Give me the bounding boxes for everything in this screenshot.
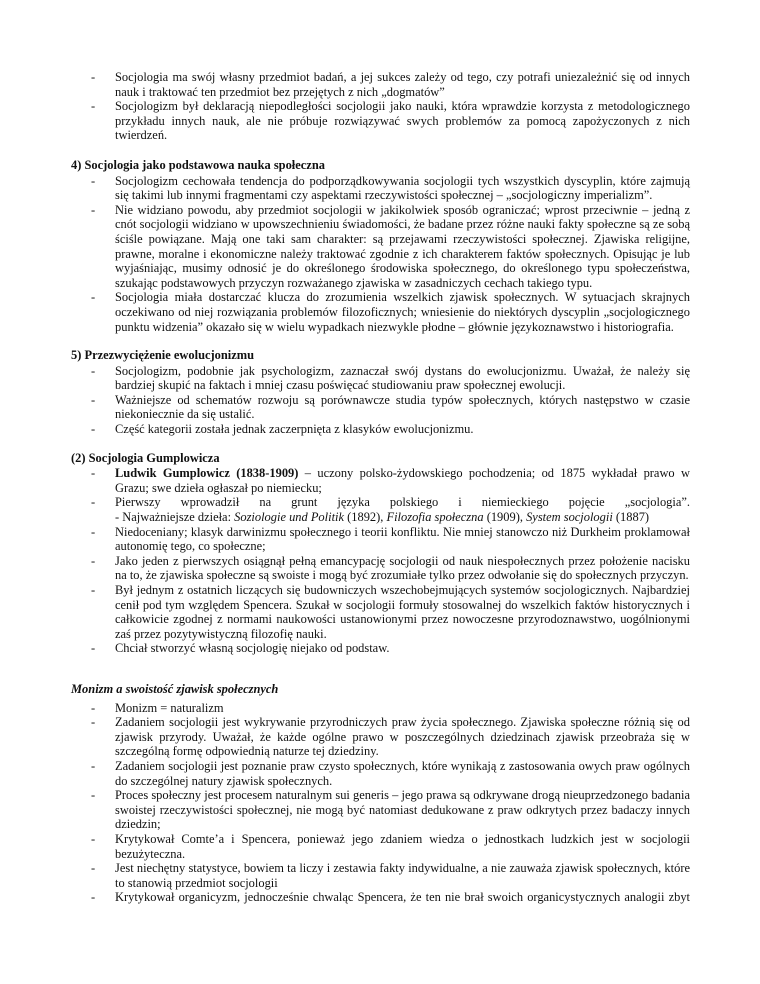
list-item: - Socjologia ma swój własny przedmiot badań, a jej sukces zależy od tego, czy potrafi uniezależnić się od innych nauk i traktować ten przedmiot bez przejętych z nich „dogmatów” [91,70,690,99]
list-item: - Socjologizm cechowała tendencja do podporządkowywania socjologii tych wszystkich dyscyplin, które zajmują się takimi lub innymi fragmentami czy aspektami rzeczywistości społecznej – „socjologiczny imperializm”. [91,173,690,203]
monizm-list [71,701,690,905]
list-item: - Chciał stworzyć własną socjologię niejako od podstaw. [91,641,390,656]
section-heading: 4) Socjologia jako podstawowa nauka społeczna [71,157,325,172]
section-heading: 5) Przezwyciężenie ewolucjonizmu [71,348,255,363]
list-item: - Część kategorii została jednak zaczerpnięta z klasyków ewolucjonizmu. [91,422,474,437]
intro-list [71,70,690,143]
list-item: - Pierwszy wprowadził na grunt języka polskiego i niemieckiego pojęcie „socjologia”. - Najważniejsze dzieła: Soziologie und Politik (1892), Filozofia społeczna (1909), System socjologii (1887) [91,495,690,525]
list-item: - Jako jeden z pierwszych osiągnął pełną emancypację socjologii od nauk niespołecznych przez położenie nacisku na to, że zjawiska społeczne są swoiste i mogą być zrozumiałe tylko przez odwołanie się do społecznych przyczyn. [91,553,690,583]
gumplowicz-list [71,466,690,656]
list-item: - Socjologia miała dostarczać klucza do zrozumienia wszelkich zjawisk społecznych. W sytuacjach skrajnych oczekiwano od niej rozwiązania problemów filozoficznych; wniesienie do niektórych dyscyplin „socjologicznego punktu widzenia” okazało się w wielu wypadkach niezwykle płodne – głównie językoznawstwo i historiografia. [91,290,690,334]
list-item: - Socjologizm był deklaracją niepodległości socjologii jako nauki, która wprawdzie korzysta z metodologicznego przykładu innych nauk, ale nie próbuje rozwiązywać swych problemów za pomocą zapożyczonych z nich twierdzeń. [91,99,690,143]
list-item: - Monizm = naturalizm [91,700,224,715]
list-item: - Krytykował organicyzm, jednocześnie chwaląc Spencera, że ten nie brał swoich organicystycznych analogii zbyt [91,890,690,905]
list-item: - Nie widziano powodu, aby przedmiot socjologii w jakikolwiek sposób ograniczać; wprost przeciwnie – jedną z cnót socjologii widziano w upowszechnieniu świadomości, że badane przez różne nauki fakty społeczne są ze sobą ściśle powiązane. Mają one taki sam charakter: są przejawami rzeczywistości społecznej. Zjawiska religijne, prawne, moralne i ekonomiczne należy traktować zgodnie z ich charakterem faktów społecznych. Opisując je lub wyjaśniając, musimy odnosić je do określonego środowiska społecznego, do określonego typu społeczeństwa, szukając podstawowych przyczyn rozważanego zjawiska w zasadniczych cechach takiego typu. [91,202,690,290]
list-item: - Ludwik Gumplowicz (1838-1909) – uczony polsko-żydowskiego pochodzenia; od 1875 wykładał prawo w Grazu; swe dzieła ogłaszał po niemiecku; [91,466,690,495]
works-line: - Najważniejsze dzieła: Soziologie und Politik (1892), Filozofia społeczna (1909), System socjologii (1887) [115,510,650,525]
section-heading: Monizm a swoistość zjawisk społecznych [71,681,279,696]
work-title: Soziologie und Politik [234,510,344,525]
person-name: Ludwik Gumplowicz (1838-1909) [115,466,299,481]
list-item: - Socjologizm, podobnie jak psychologizm, zaznaczał swój dystans do ewolucjonizmu. Uważał, że należy się bardziej skupić na faktach i mniej czasu poświęcać studiowaniu praw społecznej ewolucji. [91,363,690,393]
list-item: - Ważniejsze od schematów rozwoju są porównawcze studia typów społecznych, których następstwo w czasie niekoniecznie da się ustalić. [91,392,690,422]
section4-list [71,174,690,335]
list-item: - Był jednym z ostatnich liczących się budowniczych wszechobejmujących systemów socjologicznych. Najbardziej cenił pod tym względem Spencera. Szukał w socjologii formuły stosowalnej do wszelkich faktów historycznych i całkowicie zgodnej z normami naukowości ustanowionymi przez nowoczesne przyrodoznawstwo, uogólnionymi zaś przez pozytywistyczną filozofię nauki. [91,583,690,641]
list-item: - Krytykował Comte’a i Spencera, ponieważ jego zdaniem wiedza o jednostkach ludzkich jest w socjologii bezużyteczna. [91,831,690,861]
list-item: - Proces społeczny jest procesem naturalnym sui generis – jego prawa są odkrywane drogą nieuprzedzonego badania swoistej rzeczywistości społecznej, nie mogą być natomiast dedukowane z praw odkrytych przez badaczy innych dziedzin; [91,788,690,832]
list-item: - Jest niechętny statystyce, bowiem ta liczy i zestawia fakty indywidualne, a nie zauważa zjawisk społecznych, które to stanowią przedmiot socjologii [91,861,690,890]
list-item: - Zadaniem socjologii jest wykrywanie przyrodniczych praw życia społecznego. Zjawiska społeczne różnią się od zjawisk przyrody. Uważał, że każde ogólne prawo w poszczególnych dziedzinach zjawisk przeobraża się w szczególną formę odpowiednią naturze tej dziedziny. [91,715,690,759]
section-heading: (2) Socjologia Gumplowicza [71,450,220,465]
list-item: - Zadaniem socjologii jest poznanie praw czysto społecznych, które wynikają z zastosowania owych praw ogólnych do szczególnej natury zjawisk społecznych. [91,758,690,788]
list-item: - Niedoceniany; klasyk darwinizmu społecznego i teorii konfliktu. Nie mniej stanowczo niż Durkheim proklamował autonomię tego, co społeczne; [91,524,690,554]
work-title: Filozofia społeczna [386,510,484,525]
section5-list [71,364,690,437]
work-title: System socjologii [526,510,613,525]
